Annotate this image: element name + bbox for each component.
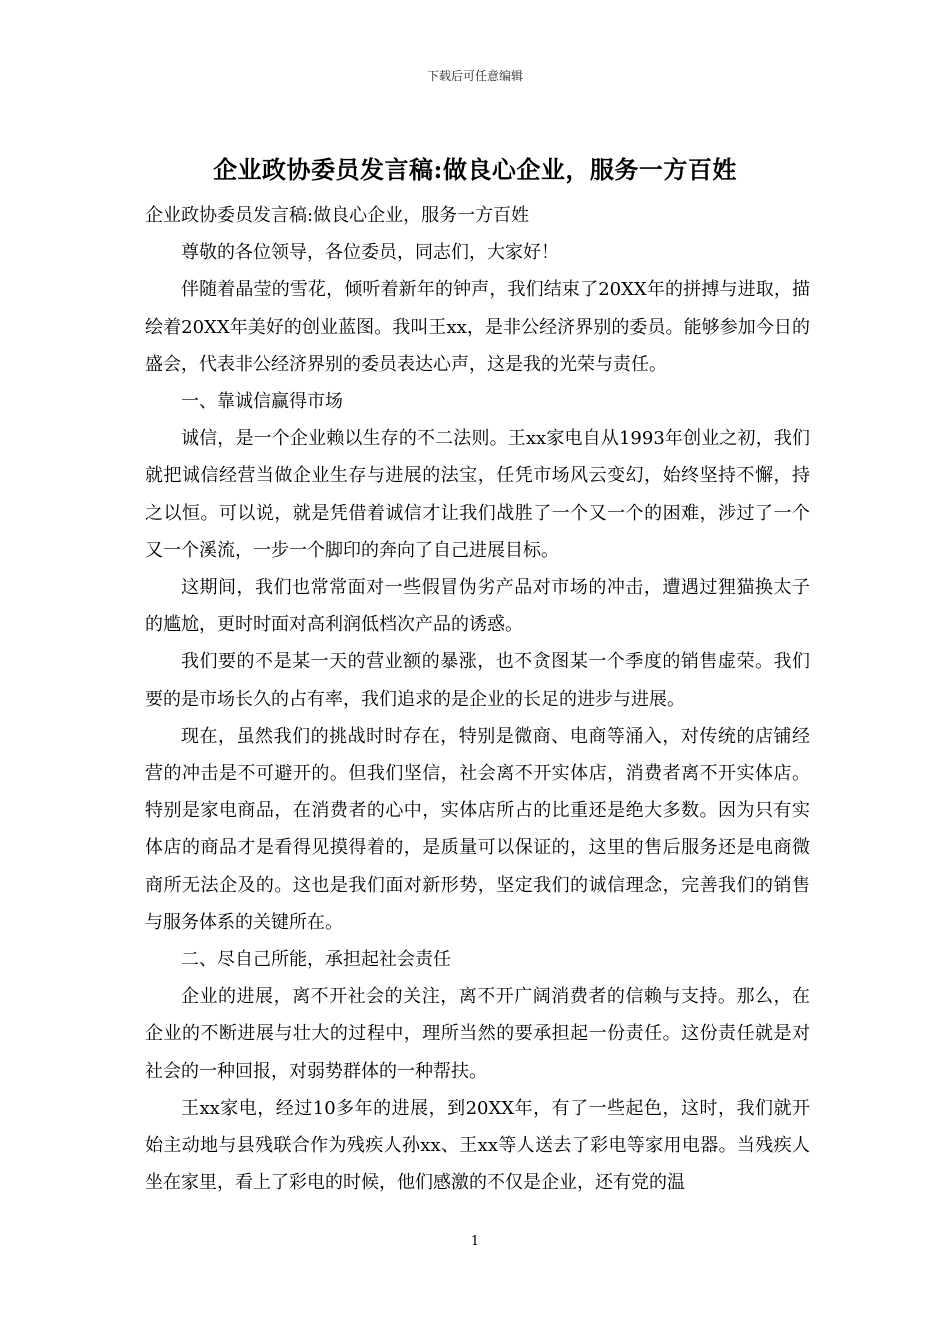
header-note: 下载后可任意编辑 (426, 69, 523, 83)
paragraph-subtitle: 企业政协委员发言稿:做良心企业，服务一方百姓 (145, 205, 530, 226)
paragraph: 伴随着晶莹的雪花，倾听着新年的钟声，我们结束了20XX年的拼搏与进取，描绘着20XX年美好的创业蓝图。我叫王xx，是非公经济界别的委员。能够参加今日的盛会，代表非公经济界别的委员表达心声，这是我的光荣与责任。 (145, 279, 810, 375)
section-heading-1: 一、靠诚信赢得市场 (181, 391, 343, 413)
paragraph: 这期间，我们也常常面对一些假冒伪劣产品对市场的冲击，遭遇过狸猫换太子的尴尬，更时时面对高利润低档次产品的诱惑。 (145, 577, 810, 636)
document-title: 企业政协委员发言稿:做良心企业，服务一方百姓 (213, 155, 737, 184)
document-body (145, 197, 810, 1201)
paragraph: 我们要的不是某一天的营业额的暴涨，也不贪图某一个季度的销售虚荣。我们要的是市场长久的占有率，我们追求的是企业的长足的进步与进展。 (145, 651, 810, 710)
section-heading-2: 二、尽自己所能，承担起社会责任 (181, 949, 451, 971)
paragraph: 诚信，是一个企业赖以生存的不二法则。王xx家电自从1993年创业之初，我们就把诚信经营当做企业生存与进展的法宝，任凭市场风云变幻，始终坚持不懈，持之以恒。可以说，就是凭借着诚信才让我们战胜了一个又一个的困难，涉过了一个又一个溪流，一步一个脚印的奔向了自己进展目标。 (145, 428, 810, 561)
paragraph: 现在，虽然我们的挑战时时存在，特别是微商、电商等涌入，对传统的店铺经营的冲击是不可避开的。但我们坚信，社会离不开实体店，消费者离不开实体店。特别是家电商品，在消费者的心中，实体店所占的比重还是绝大多数。因为只有实体店的商品才是看得见摸得着的，是质量可以保证的，这里的售后服务还是电商微商所无法企及的。这也是我们面对新形势，坚定我们的诚信理念，完善我们的销售与服务体系的关键所在。 (145, 725, 810, 933)
paragraph-greeting: 尊敬的各位领导，各位委员，同志们，大家好！ (181, 242, 559, 264)
page-number: 1 (470, 1234, 480, 1249)
paragraph: 企业的进展，离不开社会的关注，离不开广阔消费者的信赖与支持。那么，在企业的不断进展与壮大的过程中，理所当然的要承担起一份责任。这份责任就是对社会的一种回报，对弱势群体的一种帮扶。 (145, 986, 810, 1082)
paragraph: 王xx家电，经过10多年的进展，到20XX年，有了一些起色，这时，我们就开始主动地与县残联合作为残疾人孙xx、王xx等人送去了彩电等家用电器。当残疾人坐在家里，看上了彩电的时候，他们感激的不仅是企业，还有党的温 (145, 1097, 810, 1194)
